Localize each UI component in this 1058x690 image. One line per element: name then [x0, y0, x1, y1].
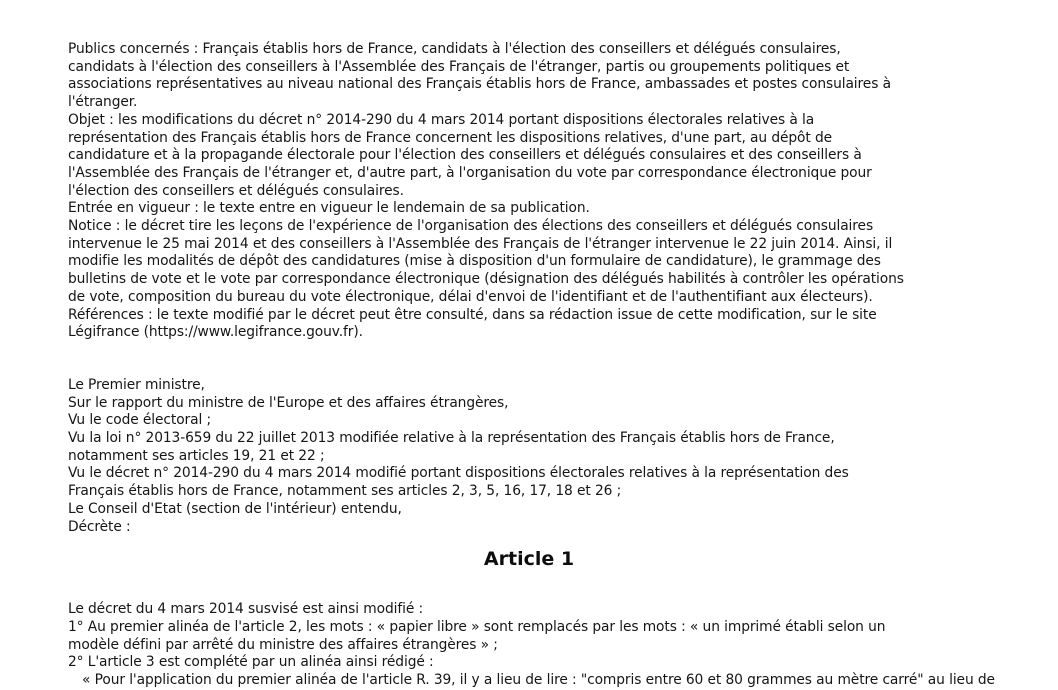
text-line: Vu le décret n° 2014-290 du 4 mars 2014 modifié portant dispositions électorales relatives à la représentation des	[68, 465, 849, 482]
text-line: « Pour l'application du premier alinéa de l'article R. 39, il y a lieu de lire : "compris entre 60 et 80 grammes au mètre carré" au lieu de	[82, 672, 995, 689]
text-line: Sur le rapport du ministre de l'Europe et des affaires étrangères,	[68, 394, 509, 411]
text-line: Le Conseil d'Etat (section de l'intérieur) entendu,	[68, 500, 402, 517]
text-line: Le Premier ministre,	[68, 376, 205, 393]
text-line: bulletins de vote et le vote par correspondance électronique (désignation des délégués habilités à contrôler les opérations	[68, 271, 904, 288]
text-line: candidature et à la propagande électorale pour l'élection des conseillers et délégués consulaires et des conseillers à	[68, 147, 862, 164]
text-line: Légifrance (https://www.legifrance.gouv.fr).	[68, 324, 363, 341]
text-line: représentation des Français établis hors de France concernent les dispositions relatives, d'une part, au dépôt de	[68, 129, 833, 146]
text-line: Notice : le décret tire les leçons de l'expérience de l'organisation des élections des conseillers et délégués consulaires	[68, 218, 874, 235]
text-line: Objet : les modifications du décret n° 2014-290 du 4 mars 2014 portant dispositions électorales relatives à la	[68, 111, 815, 128]
text-line: l'étranger.	[68, 94, 138, 111]
text-line: de vote, composition du bureau du vote électronique, délai d'envoi de l'identifiant et de l'authentifiant aux électeurs).	[68, 288, 873, 305]
text-line: Entrée en vigueur : le texte entre en vigueur le lendemain de sa publication.	[68, 200, 590, 217]
text-line: candidats à l'élection des conseillers à l'Assemblée des Français de l'étranger, partis ou groupements politiques et	[68, 58, 850, 75]
text-line: Le décret du 4 mars 2014 susvisé est ainsi modifié :	[68, 601, 424, 618]
decree-preamble-block	[68, 377, 1000, 536]
text-line: associations représentatives au niveau national des Français établis hors de France, ambassades et postes consulaires à	[68, 76, 891, 93]
text-line: modèle défini par arrêté du ministre des affaires étrangères » ;	[68, 636, 498, 653]
article-1-heading: Article 1	[483, 548, 575, 571]
text-line: Décrète :	[68, 518, 131, 535]
text-line: notamment ses articles 19, 21 et 22 ;	[68, 447, 325, 464]
text-line: Références : le texte modifié par le décret peut être consulté, dans sa rédaction issue de cette modification, sur le site	[68, 306, 877, 323]
text-line: l'Assemblée des Français de l'étranger et, d'autre part, à l'organisation du vote par correspondance électronique pour	[68, 164, 872, 181]
block-spacer	[68, 342, 1000, 377]
text-line: Publics concernés : Français établis hors de France, candidats à l'élection des conseillers et délégués consulaires,	[68, 41, 841, 57]
text-line: intervenue le 25 mai 2014 et des conseillers à l'Assemblée des Français de l'étranger intervenue le 22 juin 2014. Ainsi, il	[68, 235, 893, 252]
article-1-body-block	[68, 601, 1000, 690]
text-line: Vu le code électoral ;	[68, 412, 212, 429]
text-line: l'élection des conseillers et délégués consulaires.	[68, 182, 404, 199]
text-line: Vu la loi n° 2013-659 du 22 juillet 2013 modifiée relative à la représentation des Français établis hors de France,	[68, 430, 835, 447]
text-line: modifie les modalités de dépôt des candidatures (mise à disposition d'un formulaire de candidature), le grammage des	[68, 253, 881, 270]
text-line: Français établis hors de France, notamment ses articles 2, 3, 5, 16, 17, 18 et 26 ;	[68, 483, 622, 500]
decree-summary-block	[68, 41, 1000, 342]
text-line: 1° Au premier alinéa de l'article 2, les mots : « papier libre » sont remplacés par les mots : « un imprimé établi selon un	[68, 618, 886, 635]
text-line: 2° L'article 3 est complété par un alinéa ainsi rédigé :	[68, 654, 434, 671]
